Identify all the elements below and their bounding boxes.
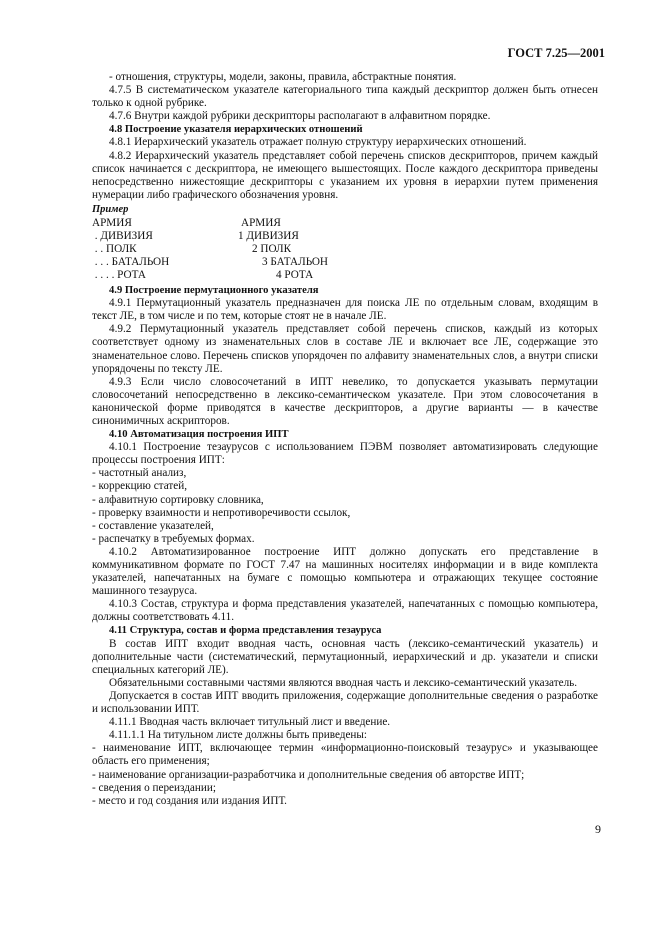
paragraph: - отношения, структуры, модели, законы, правила, абстрактные понятия. [109, 71, 457, 83]
example-left-line: . . . . РОТА [92, 269, 146, 282]
list-item: - место и год создания или издания ИПТ. [92, 794, 287, 807]
example-right-line: 2 ПОЛК [252, 243, 292, 256]
list-item: - составление указателей, [92, 519, 214, 532]
list-item: - наименование ИПТ, включающее термин «информационно-поисковый тезаурус» и указывающее область его применения; [92, 742, 598, 768]
paragraph: 4.7.5 В систематическом указателе категориального типа каждый дескриптор должен быть отнесен только к одной рубрике. [92, 84, 598, 110]
example-right-line: АРМИЯ [241, 217, 281, 230]
paragraph: 4.10.2 Автоматизированное построение ИПТ должно допускать его представление в коммуникативном формате по ГОСТ 7.47 на машинных носителях информации и в виде комплекта указателей, напечатанных на бумаге с помощью компьютера и отражающих текущее состояние машинного тезауруса. [92, 545, 598, 598]
list-item: - сведения о переиздании; [92, 781, 216, 794]
list-item: - коррекцию статей, [92, 480, 188, 493]
paragraph: 4.10.3 Состав, структура и форма представления указателей, напечатанных с помощью компьютера, должны соответствовать 4.11. [92, 598, 598, 624]
example-left-line: АРМИЯ [92, 217, 132, 230]
example-right-line: 4 РОТА [276, 269, 314, 282]
list-item: - распечатку в требуемых формах. [92, 532, 255, 545]
section-heading: 4.10 Автоматизация построения ИПТ [109, 429, 289, 441]
paragraph: 4.8.1 Иерархический указатель отражает полную структуру иерархических отношений. [109, 136, 527, 149]
page-number: 9 [595, 822, 601, 836]
paragraph: Допускается в состав ИПТ вводить приложения, содержащие дополнительные сведения о разработке и использовании ИПТ. [92, 689, 598, 716]
paragraph: 4.11.1.1 На титульном листе должны быть приведены: [109, 729, 368, 742]
paragraph: Обязательными составными частями являются вводная часть и лексико-семантический указатель. [109, 676, 578, 689]
list-item: - алфавитную сортировку словника, [92, 493, 264, 506]
paragraph: 4.9.3 Если число словосочетаний в ИПТ невелико, то допускается указывать пермутации словосочетаний непосредственно в лексико-семантическом указателе. При этом словосочетания в канонической форме приводятся в качестве дескрипторов, а другие варианты — в качестве синонимичных аскрипторов. [92, 375, 598, 427]
example-left-line: . . . БАТАЛЬОН [92, 256, 170, 269]
section-heading: 4.8 Построение указателя иерархических отношений [109, 124, 363, 136]
list-item: - наименование организации-разработчика и дополнительные сведения об авторстве ИПТ; [92, 768, 525, 781]
page-body [92, 71, 598, 808]
example-right-line: 1 ДИВИЗИЯ [238, 230, 299, 243]
paragraph: 4.8.2 Иерархический указатель представляет собой перечень списков дескрипторов, причем каждый список начинается с дескриптора, не имеющего вышестоящих. После каждого дескриптора приведены непосредственно нижестоящие дескрипторы с указанием их уровня в иерархии путем применения нумерации либо графического обозначения уровня. [92, 149, 598, 201]
example-right-line: 3 БАТАЛЬОН [262, 256, 329, 269]
section-heading: 4.9 Построение пермутационного указателя [109, 285, 319, 297]
list-item: - частотный анализ, [92, 467, 187, 480]
paragraph: 4.7.6 Внутри каждой рубрики дескрипторы располагают в алфавитном порядке. [109, 110, 491, 123]
paragraph: 4.9.1 Пермутационный указатель предназначен для поиска ЛЕ по отдельным словам, входящим в текст ЛЕ, в том числе и по тем, которые стоят не в начале ЛЕ. [92, 297, 598, 323]
paragraph: 4.10.1 Построение тезаурусов с использованием ПЭВМ позволяет автоматизировать следующие процессы построения ИПТ: [92, 441, 598, 467]
paragraph: 4.9.2 Пермутационный указатель представляет собой перечень списков, каждый из которых соответствует одному из знаменательных слов в составе ЛЕ и включает все ЛЕ, содержащие это знаменательное слово. Перечень списков упорядочен по алфавиту знаменательных слов, а внутри списки упорядочены по тексту ЛЕ. [92, 323, 598, 375]
section-heading: 4.11 Структура, состав и форма представления тезауруса [109, 625, 382, 637]
example-left-line: . ДИВИЗИЯ [92, 230, 153, 243]
list-item: - проверку взаимности и непротиворечивости ссылок, [92, 506, 351, 519]
example-block [92, 217, 598, 284]
document-header: ГОСТ 7.25—2001 [507, 46, 605, 60]
paragraph: 4.11.1 Вводная часть включает титульный лист и введение. [109, 716, 391, 729]
example-label: Пример [92, 203, 129, 215]
paragraph: В состав ИПТ входит вводная часть, основная часть (лексико-семантический указатель) и дополнительные части (систематический, пермутационный, иерархический и др. указатели и списки специальных категорий ЛЕ). [92, 637, 598, 676]
example-left-line: . . ПОЛК [92, 243, 137, 256]
